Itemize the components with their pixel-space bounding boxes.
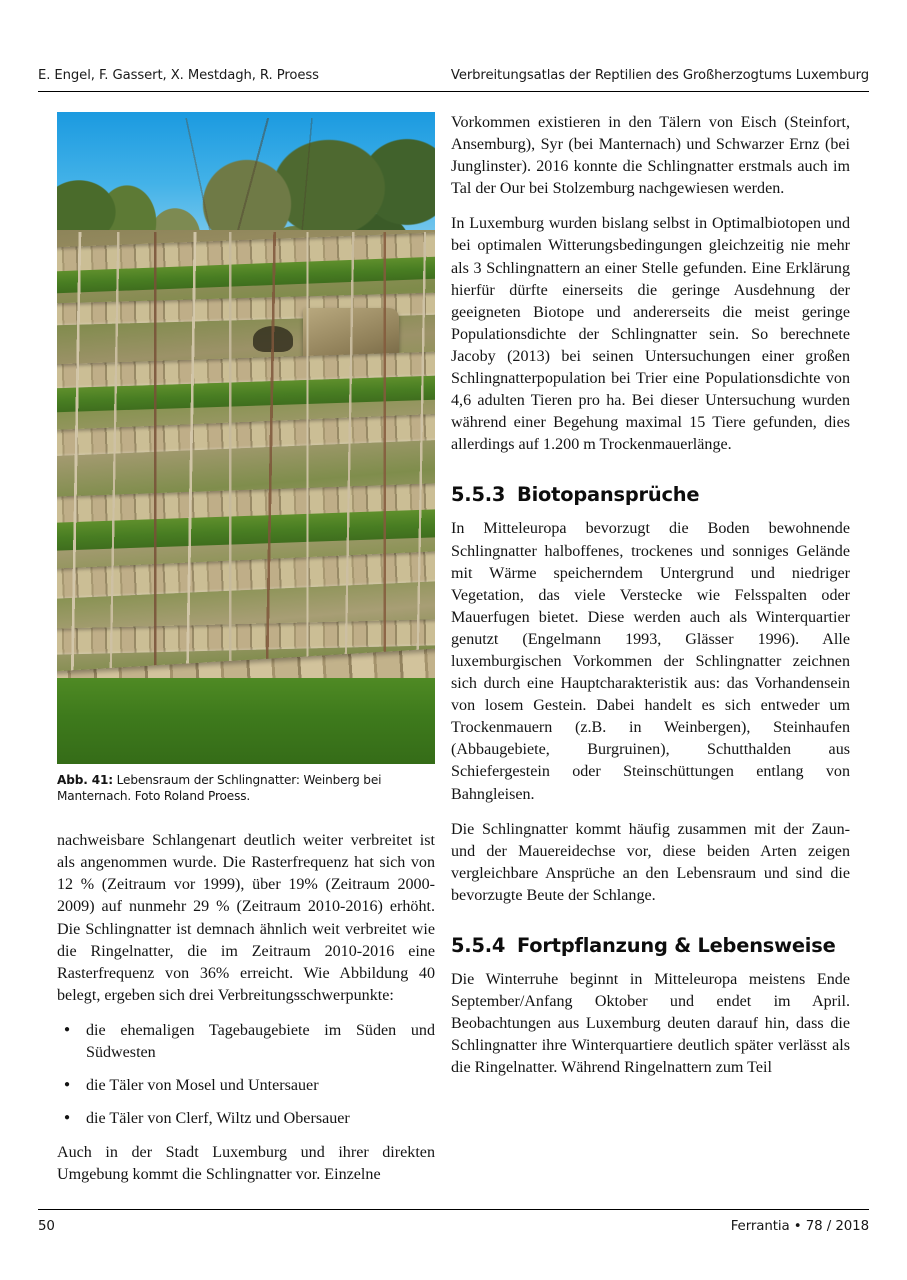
section-5-5-3-paragraph-1: In Mitteleuropa bevorzugt die Boden bewohnende Schlingnatter halboffenes, trockenes und sonniges Gelände mit Wärme speicherndem Untergrund und niedriger Vegetation, das viele Verstecke wie Felsspalten oder Mauerfugen bietet. Diese werden auch als Winterquartier genutzt (Engelmann 1993, Glässer 1996). Alle luxemburgischen Vorkommen der Schlingnatter zeichnen sich durch eine Hauptcharakteristik aus: das Vorhandensein von losem Gestein. Dabei handelt es sich entweder um Trockenmauern (z.B. in Weinbergen), Steinhaufen (Abbaugebiete, Burgruinen), Schutthalden aus Schiefergestein oder Steinschüttungen entlang von Bahngleisen. (451, 520, 850, 803)
footer-rule (38, 1209, 869, 1210)
distribution-focus-list (57, 1020, 435, 1130)
running-head-authors: E. Engel, F. Gassert, X. Mestdagh, R. Proess (38, 68, 319, 83)
page-footer (38, 1218, 869, 1236)
section-title-5-5-3: Biotopansprüche (517, 483, 700, 507)
right-paragraph-1: Vorkommen existieren in den Tälern von Eisch (Steinfort, Ansemburg), Syr (bei Manternach) und Schwarzer Ernz (bei Junglinster). 2016 konnte die Schlingnatter erstmals auch im Tal der Our bei Stolzemburg nachgewiesen werden. (451, 114, 850, 198)
figure-41-caption-label: Abb. 41: (57, 773, 113, 787)
figure-41-caption-text: Lebensraum der Schlingnatter: Weinberg bei Manternach. Foto Roland Proess. (57, 773, 382, 803)
section-5-5-3-paragraph-2: Die Schlingnatter kommt häufig zusammen mit der Zaun- und der Mauereidechse vor, diese beiden Arten zeigen vergleichbare Ansprüche an den Lebensraum und sind die bevorzugte Beute der Schlange. (451, 820, 850, 904)
list-item: ● die Täler von Mosel und Untersauer (57, 1075, 435, 1097)
right-paragraph-2: In Luxemburg wurden bislang selbst in Optimalbiotopen und bei optimalen Witterungsbedingungen gleichzeitig nie mehr als 3 Schlingnattern an einer Stelle gefunden. Eine Erklärung hierfür dürfte einerseits die geringe Ausdehnung der geeigneten Biotope und andererseits die meist geringe Populationsdichte der Schlingnatter sein. So berechnete Jacoby (2013) bei seinen Untersuchungen einer großen Schlingnatterpopulation bei Trier eine Populationsdichte von 4,6 adulten Tieren pro ha. Bei dieser Untersuchung wurden während einer Begehung maximal 15 Tiere gefunden, dies allerdings auf 1.200 m Trockenmauerlänge. (451, 215, 850, 454)
left-paragraph-1: nachweisbare Schlangenart deutlich weiter verbreitet ist als angenommen wurde. Die Rasterfrequenz hat sich von 12 % (Zeitraum vor 1999), über 19% (Zeitraum 2000-2009) auf nunmehr 29 % (Zeitraum 2010-2016) erhöht. Die Schlingnatter ist demnach ähnlich weit verbreitet wie die Ringelnatter, die im Zeitraum 2010-2016 eine Rasterfrequenz von 36% erreicht. Wie Abbildung 40 belegt, ergeben sich drei Verbreitungsschwerpunkte: (57, 832, 435, 1004)
figure-41-photo (57, 112, 435, 764)
left-column (57, 112, 435, 1200)
section-5-5-4-paragraph-1: Die Winterruhe beginnt in Mitteleuropa meistens Ende September/Anfang Oktober und endet im April. Beobachtungen aus Luxemburg deuten darauf hin, dass die Schlingnatter ihre Winterquartiere deutlich später verlässt als die Ringelnatter. Während Ringelnattern zum Teil (451, 971, 850, 1077)
section-title-5-5-4: Fortpflanzung & Lebensweise (517, 934, 836, 957)
section-number-5-5-4: 5.5.4 (451, 934, 506, 957)
section-heading-5-5-4 (451, 933, 850, 958)
running-head (38, 60, 869, 84)
running-head-title: Verbreitungsatlas der Reptilien des Großherzogtums Luxemburg (450, 68, 869, 83)
journal-reference: Ferrantia • 78 / 2018 (730, 1219, 869, 1234)
header-rule (38, 91, 869, 92)
left-paragraph-2: Auch in der Stadt Luxemburg und ihrer direkten Umgebung kommt die Schlingnatter vor. Einzelne (57, 1144, 435, 1184)
section-heading-5-5-3 (451, 482, 850, 507)
page-number: 50 (38, 1219, 55, 1234)
figure-caption-spacer (57, 804, 435, 830)
photo-foreground-grass (57, 678, 435, 764)
photo-vine-posts (57, 232, 435, 704)
figure-41-caption (57, 773, 435, 804)
section-number-5-5-3: 5.5.3 (451, 483, 506, 507)
right-column (451, 112, 850, 1092)
list-item: ● die Täler von Clerf, Wiltz und Obersauer (57, 1108, 435, 1130)
figure-41 (57, 112, 435, 804)
list-item: ● die ehemaligen Tagebaugebiete im Süden und Südwesten (57, 1020, 435, 1064)
